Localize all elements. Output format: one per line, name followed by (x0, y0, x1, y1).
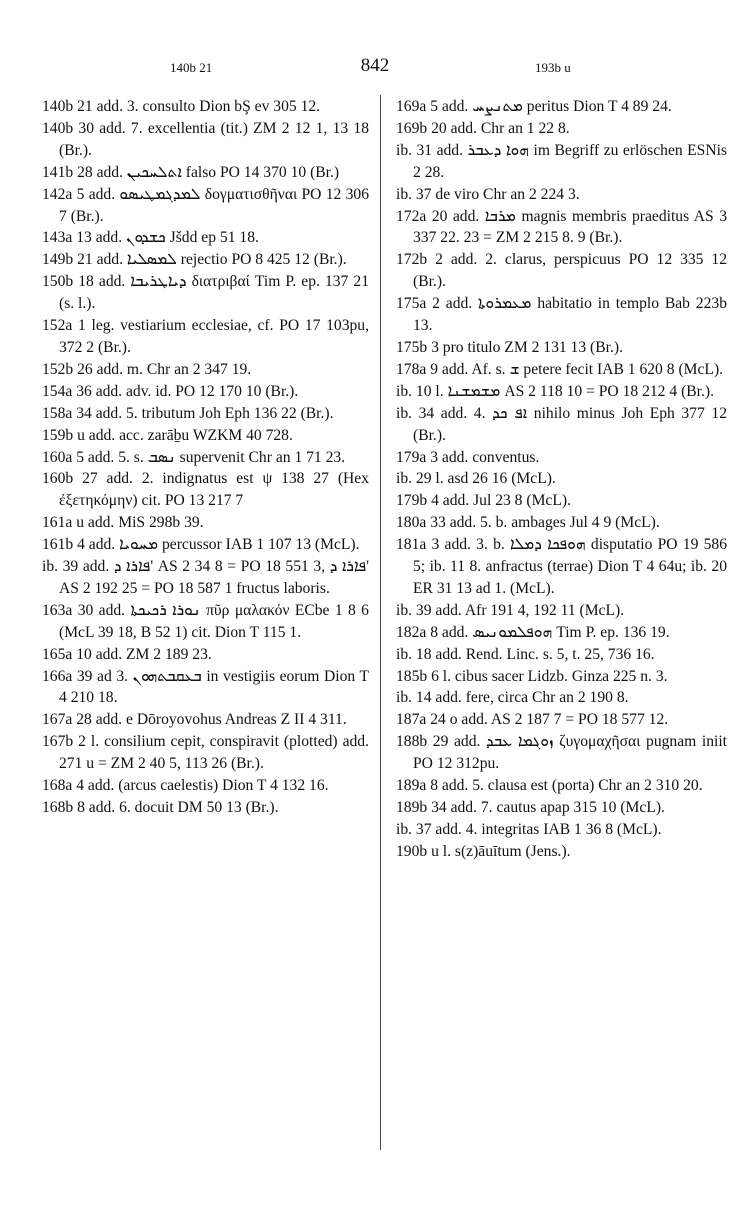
entry: 158a 34 add. 5. tributum Joh Eph 136 22 (Br.). (42, 404, 334, 422)
right-column (396, 96, 727, 863)
entry: 159b u add. acc. zarāḇu WZKM 40 728. (42, 426, 293, 444)
entry: 187a 24 o add. AS 2 187 7 = PO 18 577 12. (396, 711, 669, 729)
page-number: 842 (360, 55, 390, 76)
entry: 141b 28 add. ܐܬܠܚܟܝܢ falso PO 14 370 10 (Br.) (42, 163, 340, 181)
entry: 185b 6 l. cibus sacer Lidzb. Ginza 225 n. 3. (396, 667, 668, 685)
entry: 161a u add. MiS 298b 39. (42, 514, 204, 532)
entry: 167a 28 add. e Dōroyovohus Andreas Z II 4 311. (42, 711, 347, 729)
entry: ib. 14 add. fere, circa Chr an 2 190 8. (396, 689, 629, 707)
entry: 190b u l. s(z)āuītum (Jens.). (396, 842, 571, 860)
entry: 169b 20 add. Chr an 1 22 8. (396, 119, 570, 137)
header-right-ref: 193b u (535, 60, 571, 75)
entry: 189a 8 add. 5. clausa est (porta) Chr an 2 310 20. (396, 777, 703, 795)
header-left-ref: 140b 21 (170, 60, 213, 75)
left-column (42, 96, 369, 819)
entry: 160a 5 add. 5. s. ܢܣܒ supervenit Chr an 1 71 23. (42, 448, 346, 466)
entry: ib. 31 add. ܗܘܐ ܕܥܒܪ im Begriff zu erlöschen ESNis 2 28. (396, 141, 728, 181)
entry: ib. 37 add. 4. integritas IAB 1 36 8 (McL). (396, 820, 662, 838)
entry: 188b 29 add. ܙܘܓܡܐ ܥܒܕ ζυγομαχῆσαι pugnam iniit PO 12 312pu. (396, 733, 727, 773)
entry: ib. 37 de viro Chr an 2 224 3. (396, 185, 580, 203)
entry: 163a 30 add. ܢܘܪܐ ܪܟܝܟܬܐ πῦρ μαλακόν ECbe 1 8 6 (McL 39 18, B 52 1) cit. Dion T 115 1. (42, 601, 369, 641)
entry: 166a 39 ad 3. ܒܥܩܒܬܗܘܢ in vestigiis eorum Dion T 4 210 18. (42, 667, 369, 707)
entry: ib. 10 l. ܡܫܡܫܢܐ AS 2 118 10 = PO 18 212 4 (Br.). (396, 382, 714, 400)
entry: 150b 18 add. ܕܝܐܛܪܝܒܐ διατριβαί Tim P. ep. 137 21 (s. l.). (42, 273, 370, 313)
entry: 140b 30 add. 7. excellentia (tit.) ZM 2 12 1, 13 18 (Br.). (42, 119, 369, 159)
entry: 180a 33 add. 5. b. ambages Jul 4 9 (McL). (396, 514, 660, 532)
entry: 149b 21 add. ܠܡܣܠܝܐ rejectio PO 8 425 12 (Br.). (42, 251, 347, 269)
entry: 172b 2 add. 2. clarus, perspicuus PO 12 335 12 (Br.). (396, 251, 727, 291)
entry: 161b 4 add. ܡܚܘܝܐ percussor IAB 1 107 13 (McL). (42, 536, 360, 554)
entry: 179b 4 add. Jul 23 8 (McL). (396, 492, 571, 510)
entry: 165a 10 add. ZM 2 189 23. (42, 645, 212, 663)
entry: 179a 3 add. conventus. (396, 448, 540, 466)
entry: ib. 39 add. Afr 191 4, 192 11 (McL). (396, 601, 625, 619)
entry: 154a 36 add. adv. id. PO 12 170 10 (Br.). (42, 382, 299, 400)
entry: 182a 8 add. ܗܘܦܠܡܘܢܝܣ Tim P. ep. 136 19. (396, 623, 670, 641)
entry: 160b 27 add. 2. indignatus est ψ 138 27 (Hex ἐξετηκόμην) cit. PO 13 217 7 (42, 470, 369, 510)
entry: ib. 29 l. asd 26 16 (McL). (396, 470, 556, 488)
entry: 175b 3 pro titulo ZM 2 131 13 (Br.). (396, 338, 623, 356)
entry: 181a 3 add. 3. b. ܗܘܦܟܐ ܕܡܠܐ disputatio PO 19 586 5; ib. 11 8. anfractus (terrae) Dion T 4 64u; ib. 20 ER 31 13 ad 1. (McL). (396, 536, 727, 597)
entry: ib. 39 add. ܦܐܪܐ ܕ' AS 2 34 8 = PO 18 551 3, ܦܐܪܐ ܕ' AS 2 192 25 = PO 18 587 1 fructus laboris. (42, 558, 369, 597)
entry: ib. 18 add. Rend. Linc. s. 5, t. 25, 736 16. (396, 645, 655, 663)
entry: ib. 34 add. 4. ܐܦ ܟܕ nihilo minus Joh Eph 377 12 (Br.). (396, 404, 728, 444)
entry: 142a 5 add. ܠܡܕܓܡܛܝܣܘ δογματισθῆναι PO 12 306 7 (Br.). (42, 185, 369, 225)
column-divider (380, 95, 381, 1150)
entry: 189b 34 add. 7. cautus apap 315 10 (McL). (396, 799, 665, 816)
entry: 172a 20 add. ܡܪܒܐ magnis membris praeditus AS 3 337 22. 23 = ZM 2 215 8. 9 (Br.). (396, 207, 727, 247)
page-header (0, 55, 750, 84)
entry: 168b 8 add. 6. docuit DM 50 13 (Br.). (42, 799, 279, 816)
entry: 152b 26 add. m. Chr an 2 347 19. (42, 360, 252, 378)
entry: 143a 13 add. ܟܫܕܘܢ Jšdd ep 51 18. (42, 229, 259, 247)
entry: 175a 2 add. ܡܥܡܪܘܬܐ habitatio in templo Bab 223b 13. (396, 295, 727, 335)
entry: 152a 1 leg. vestiarium ecclesiae, cf. PO 17 103pu, 372 2 (Br.). (42, 317, 369, 356)
entry: 140b 21 add. 3. consulto Dion bŞ ev 305 12. (42, 98, 321, 115)
entry: 167b 2 l. consilium cepit, conspiravit (plotted) add. 271 u = ZM 2 40 5, 113 26 (Br.). (42, 733, 369, 773)
entry: 168a 4 add. (arcus caelestis) Dion T 4 132 16. (42, 777, 329, 795)
entry: 178a 9 add. Af. s. ܫ petere fecit IAB 1 620 8 (McL). (396, 360, 724, 378)
entry: 169a 5 add. ܡܬܢܨܚ peritus Dion T 4 89 24. (396, 98, 672, 115)
